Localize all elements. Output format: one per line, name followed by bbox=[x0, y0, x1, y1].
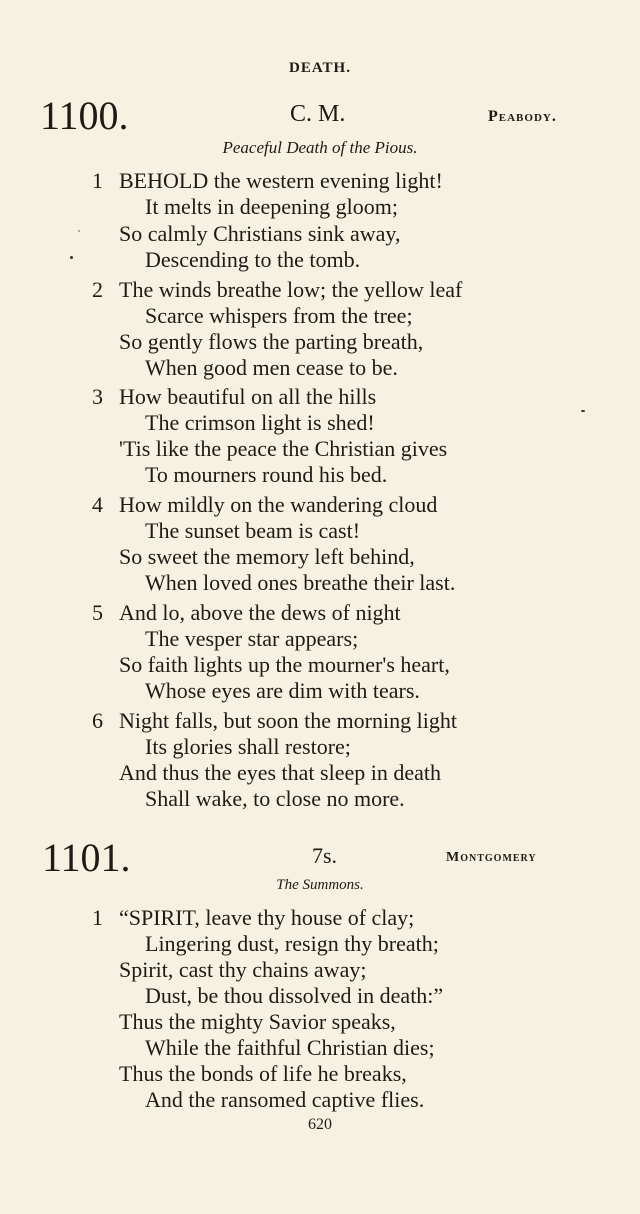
verse-line: How beautiful on all the hills bbox=[119, 384, 377, 409]
verse-line: How mildly on the wandering cloud bbox=[119, 492, 438, 517]
hymn-title: The Summons. bbox=[276, 877, 364, 893]
verse-number: 6 bbox=[92, 708, 103, 733]
verse-line: The sunset beam is cast! bbox=[145, 518, 361, 543]
verse-line: So gently flows the parting breath, bbox=[119, 329, 424, 354]
print-speck bbox=[70, 256, 73, 259]
hymn-number: 1101. bbox=[42, 835, 131, 880]
verse-line: And the ransomed captive flies. bbox=[145, 1087, 425, 1112]
verse-line: Night falls, but soon the morning light bbox=[119, 708, 457, 733]
verse-line: So sweet the memory left behind, bbox=[119, 544, 415, 569]
verse-line: So faith lights up the mourner's heart, bbox=[119, 652, 450, 677]
hymn-title: Peaceful Death of the Pious. bbox=[222, 138, 418, 157]
verse-line: When good men cease to be. bbox=[145, 355, 398, 380]
verse-line: Whose eyes are dim with tears. bbox=[145, 678, 420, 703]
verse-line: Scarce whispers from the tree; bbox=[145, 303, 413, 328]
verse-number: 1 bbox=[92, 168, 103, 193]
verse-line: “SPIRIT, leave thy house of clay; bbox=[119, 905, 415, 930]
hymn-meter: C. M. bbox=[290, 101, 346, 127]
verse-line: 'Tis like the peace the Christian gives bbox=[119, 436, 448, 461]
running-head: DEATH. bbox=[289, 60, 351, 76]
verse-line: The vesper star appears; bbox=[145, 626, 359, 651]
print-speck bbox=[78, 230, 80, 232]
verse-number: 3 bbox=[92, 384, 103, 409]
verse-line: BEHOLD the western evening light! bbox=[119, 168, 443, 193]
verse-line: When loved ones breathe their last. bbox=[145, 570, 456, 595]
verse-number: 1 bbox=[92, 905, 103, 930]
verse-line: Thus the bonds of life he breaks, bbox=[119, 1061, 407, 1086]
hymn-number: 1100. bbox=[40, 93, 129, 138]
hymn-meter: 7s. bbox=[312, 843, 338, 868]
verse-number: 5 bbox=[92, 600, 103, 625]
page-number: 620 bbox=[308, 1116, 332, 1133]
hymn-composer: Montgomery bbox=[446, 850, 537, 865]
hymn-composer: Peabody. bbox=[488, 108, 557, 125]
verse-line: The winds breathe low; the yellow leaf bbox=[119, 277, 463, 302]
verse-line: It melts in deepening gloom; bbox=[145, 194, 398, 219]
verse-number: 2 bbox=[92, 277, 103, 302]
print-speck bbox=[581, 410, 585, 412]
verse-line: While the faithful Christian dies; bbox=[145, 1035, 435, 1060]
verse-line: Shall wake, to close no more. bbox=[145, 786, 405, 811]
verse-line: Dust, be thou dissolved in death:” bbox=[145, 983, 444, 1008]
verse-line: And thus the eyes that sleep in death bbox=[119, 760, 441, 785]
verse-line: To mourners round his bed. bbox=[145, 462, 388, 487]
verse-line: Descending to the tomb. bbox=[145, 247, 361, 272]
verse-line: Spirit, cast thy chains away; bbox=[119, 957, 367, 982]
verse-line: Thus the mighty Savior speaks, bbox=[119, 1009, 396, 1034]
verse-line: So calmly Christians sink away, bbox=[119, 221, 401, 246]
verse-line: Lingering dust, resign thy breath; bbox=[145, 931, 439, 956]
verse-line: And lo, above the dews of night bbox=[119, 600, 401, 625]
verse-line: Its glories shall restore; bbox=[145, 734, 351, 759]
verse-number: 4 bbox=[92, 492, 103, 517]
verse-line: The crimson light is shed! bbox=[145, 410, 375, 435]
